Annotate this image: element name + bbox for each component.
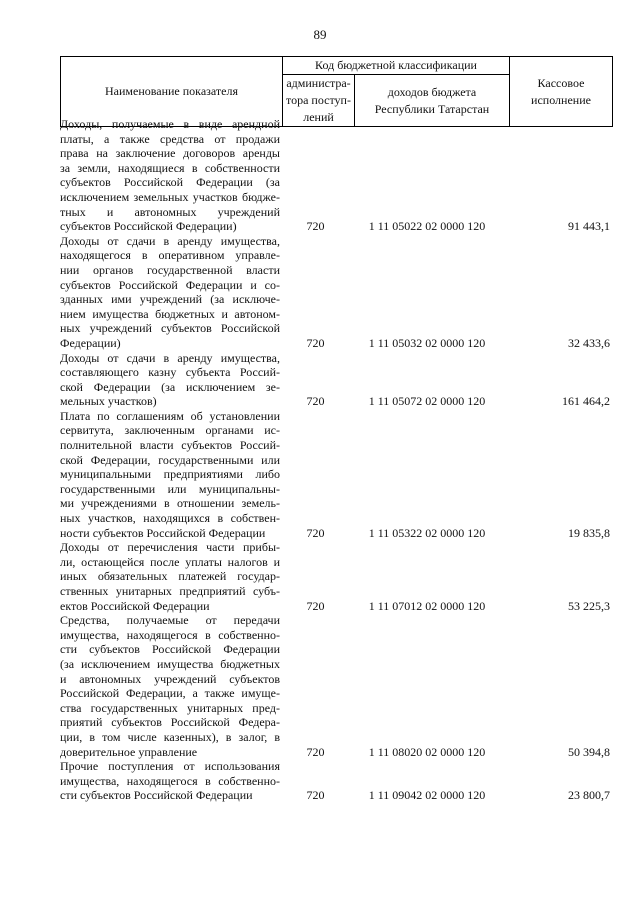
row-name [60,540,280,613]
row-name [60,759,280,803]
row-name-line: ской Федерации (за исключением зе- [60,379,280,394]
row-name-line: полнительной власти субъектов Россий- [60,438,280,453]
row-revenue-code: 1 11 05322 02 0000 120 [368,525,486,540]
row-revenue-code: 1 11 05032 02 0000 120 [368,335,486,350]
table-body [60,117,612,803]
row-name-line: Доходы от сдачи в аренду имущества, [60,233,280,248]
row-name [60,409,280,540]
row-name-line: ных участков, находящихся в собствен- [60,511,280,526]
row-amount: 23 800,7 [568,788,610,803]
header-indicator-name: Наименование показателя [61,57,283,127]
row-name-line: ли, остающейся после уплаты налогов и [60,554,280,569]
row-name-line: Доходы от перечисления части прибы- [60,540,280,555]
row-amount: 32 433,6 [568,335,610,350]
row-name-line: субъектов Российской Федерации и со- [60,277,280,292]
row-revenue-code: 1 11 05072 02 0000 120 [368,394,486,409]
row-name-line: тных и автономных учреждений [60,204,280,219]
row-admin-code: 720 [306,744,325,759]
row-name-line: ных учреждений субъектов Российской [60,321,280,336]
row-revenue-code: 1 11 05022 02 0000 120 [368,219,486,234]
row-admin-code: 720 [306,219,325,234]
row-name-line: ской Федерации, государственными или [60,452,280,467]
table-row [60,351,612,409]
row-name-line: Прочие поступления от использования [60,759,280,774]
table-row [60,117,612,234]
row-name [60,234,280,351]
row-name-line: мельных участков) [60,394,157,409]
row-admin-code: 720 [306,525,325,540]
row-name-line: муниципальными предприятиями либо [60,467,280,482]
row-name-line: и автономных учреждений субъектов [60,671,280,686]
row-amount: 91 443,1 [568,219,610,234]
row-amount: 161 464,2 [562,394,610,409]
row-revenue-code: 1 11 09042 02 0000 120 [368,788,486,803]
row-name-line: ми учреждениями в отношении земель- [60,496,280,511]
row-name-line: Плата по соглашениям об установлении [60,408,280,423]
row-name-line: государственными или муниципальны- [60,481,280,496]
row-admin-code: 720 [306,335,325,350]
row-name-line: Федерации) [60,335,121,350]
row-admin-code: 720 [306,394,325,409]
row-name-line: (за исключением имущества бюджетных [60,656,280,671]
row-name-line: нии органов государственной власти [60,262,280,277]
row-admin-code: 720 [306,598,325,613]
row-name-line: иных обязательных платежей государ- [60,569,280,584]
header-budget-classification: Код бюджетной классификации [283,57,510,75]
header-revenue-line: доходов бюджета [387,84,477,99]
header-admin-line: лений [303,110,334,124]
row-name-line: субъектов Российской Федерации) [60,219,237,234]
table-row [60,613,612,759]
row-name-line: сти субъектов Российской Федерации [60,642,280,657]
header-revenue-line: Республики Татарстан [374,101,490,116]
row-name-line: Средства, получаемые от передачи [60,613,280,628]
row-name-line: составляющего казну субъекта Россий- [60,365,280,380]
row-name-line: имущества, находящегося в собственно- [60,773,280,788]
table-row [60,540,612,613]
row-name-line: доверительное управление [60,744,198,759]
row-name-line: ции, в том числе казенных), в залог, в [60,729,280,744]
row-name-line: приятий субъектов Российской Федера- [60,715,280,730]
row-name-line: за земли, находящиеся в собственности [60,160,280,175]
row-name-line: платы, а также средства от продажи [60,131,280,146]
row-admin-code: 720 [306,788,325,803]
row-name-line: Доходы от сдачи в аренду имущества, [60,350,280,365]
row-name-line: Доходы, получаемые в виде арендной [60,117,280,131]
header-cash-line: Кассовое [537,75,585,90]
row-name-line: права на заключение договоров аренды [60,146,280,161]
row-name-line: ектов Российской Федерации [60,598,210,613]
row-revenue-code: 1 11 07012 02 0000 120 [368,598,486,613]
row-name-line: находящегося в оперативном управле- [60,248,280,263]
row-name-line: нием имущества бюджетных и автоном- [60,306,280,321]
header-cash-line: исполнение [531,92,591,107]
row-name-line: субъектов Российской Федерации (за [60,175,280,190]
table-row [60,409,612,540]
table-row [60,234,612,351]
row-amount: 53 225,3 [568,598,610,613]
page-number: 89 [313,27,327,42]
row-name-line: сервитута, заключенным органами ис- [60,423,280,438]
row-name-line: ства государственных унитарных пред- [60,700,280,715]
table-row [60,759,612,803]
row-name-line: исключением земельных участков бюдже- [60,189,280,204]
header-admin-line: тора поступ- [286,93,351,107]
row-name-line: имущества, находящегося в собственно- [60,627,280,642]
row-amount: 50 394,8 [568,744,610,759]
row-name-line: ственных унитарных предприятий субъ- [60,584,280,598]
row-name [60,351,280,409]
row-amount: 19 835,8 [568,525,610,540]
row-name-line: зданных ими учреждений (за исключе- [60,292,280,307]
row-name-line: ности субъектов Российской Федерации [60,525,266,540]
row-name-line: Российской Федерации, а также имуще- [60,686,280,701]
row-revenue-code: 1 11 08020 02 0000 120 [368,744,486,759]
header-admin-line: администра- [286,76,351,90]
header-cash-execution [510,57,613,127]
row-name [60,117,280,234]
row-name-line: сти субъектов Российской Федерации [60,788,253,803]
row-name [60,613,280,759]
